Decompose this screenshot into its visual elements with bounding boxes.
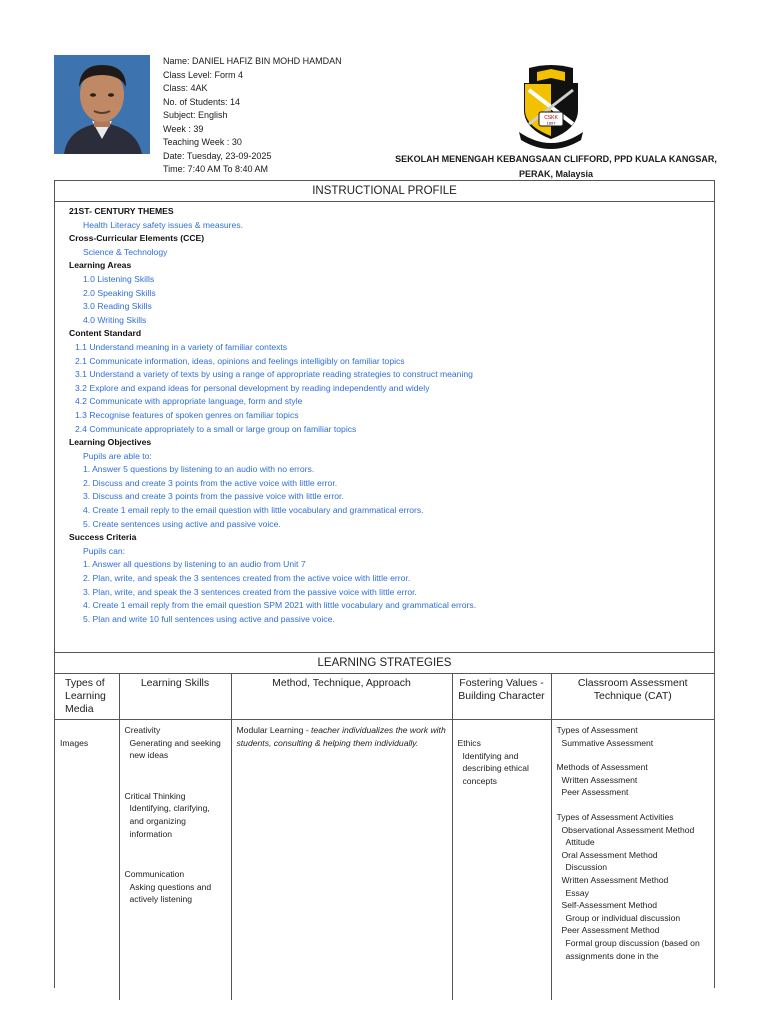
instructional-profile-title: INSTRUCTIONAL PROFILE: [55, 181, 714, 202]
svg-text:CSKK: CSKK: [544, 115, 558, 121]
subject: Subject: English: [163, 110, 228, 120]
objective-item: 5. Create sentences using active and passive voice.: [83, 518, 281, 529]
profile-body: [55, 202, 714, 626]
content-standard-item: 2.1 Communicate information, ideas, opinions and feelings intelligibly on familiar topics: [75, 355, 405, 366]
class-level: Class Level: Form 4: [163, 69, 244, 80]
cat-activity: Peer Assessment Method: [561, 925, 660, 936]
method-name: Modular Learning: [236, 725, 304, 735]
content-standard-item: 3.1 Understand a variety of texts by using a range of appropriate reading strategies to construct meaning: [75, 369, 473, 380]
objectives-intro: Pupils are able to:: [83, 450, 152, 461]
objective-item: 4. Create 1 email reply to the email question with little vocabulary and grammatical errors.: [83, 505, 424, 516]
learning-areas-heading: Learning Areas: [69, 260, 132, 271]
value-desc: Identifying and describing ethical concepts: [462, 750, 529, 786]
learning-area-item: 1.0 Listening Skills: [83, 273, 155, 284]
school-name-line1: SEKOLAH MENENGAH KEBANGSAAN CLIFFORD, PPD KUALA KANGSAR,: [395, 154, 717, 164]
cat-activity: Self-Assessment Method: [561, 900, 658, 911]
table-header-row: [55, 674, 714, 720]
school-crest-logo: [515, 62, 587, 150]
objective-item: 2. Discuss and create 3 points from the active voice with little error.: [83, 477, 338, 488]
criteria-item: 1. Answer all questions by listening to an audio from Unit 7: [83, 559, 306, 570]
content-standard-item: 2.4 Communicate appropriately to a small or large group on familiar topics: [75, 423, 357, 434]
cat-activity: Written Assessment Method: [561, 874, 669, 885]
cat-activity-sub: Attitude: [565, 837, 595, 848]
cat-method-item: Peer Assessment: [561, 787, 629, 798]
cat-activities-heading: Types of Assessment Activities: [556, 811, 674, 822]
skill-name: Communication: [124, 869, 185, 880]
themes-heading: 21ST- CENTURY THEMES: [69, 206, 174, 216]
media-value: Images: [60, 738, 89, 748]
cat-types-item: Summative Assessment: [561, 737, 654, 748]
objective-item: 1. Answer 5 questions by listening to an audio with no errors.: [83, 464, 315, 475]
class-name: Class: 4AK: [163, 83, 208, 93]
values-cell: [452, 720, 551, 1000]
content-standard-item: 1.1 Understand meaning in a variety of familiar contexts: [75, 341, 288, 352]
lesson-date: Date: Tuesday, 23-09-2025: [163, 150, 272, 161]
theme-item: Health Literacy safety issues & measures.: [83, 219, 244, 230]
learning-strategies-table: [55, 674, 714, 1000]
cce-heading: Cross-Curricular Elements (CCE): [69, 233, 205, 244]
cat-activity-sub: Formal group discussion (based on assignments done in the: [565, 937, 700, 961]
method-cell: [231, 720, 452, 1000]
criteria-item: 2. Plan, write, and speak the 3 sentences created from the active voice with little error.: [83, 573, 411, 584]
school-name-line2: PERAK, Malaysia: [518, 169, 594, 179]
method-desc: - teacher individualizes the work with students, consulting & helping them individually.: [236, 725, 446, 748]
cat-methods-heading: Methods of Assessment: [556, 762, 648, 773]
teacher-photo: [54, 55, 150, 154]
skill-name: Critical Thinking: [124, 790, 186, 801]
content-standard-item: 4.2 Communicate with appropriate language, form and style: [75, 396, 303, 407]
cat-method-item: Written Assessment: [561, 774, 638, 785]
teacher-name: Name: DANIEL HAFIZ BIN MOHD HAMDAN: [163, 56, 342, 66]
header-learning-media: Types of Learning Media: [55, 674, 119, 720]
objective-item: 3. Discuss and create 3 points from the passive voice with little error.: [83, 491, 344, 502]
cce-item: Science & Technology: [83, 246, 168, 257]
lesson-time: Time: 7:40 AM To 8:40 AM: [163, 164, 269, 174]
learning-objectives-heading: Learning Objectives: [69, 437, 152, 448]
skill-desc: Identifying, clarifying, and organizing information: [129, 803, 210, 839]
content-standard-item: 3.2 Explore and expand ideas for personal development by reading independently and widely: [75, 382, 430, 393]
skill-name: Creativity: [124, 725, 161, 735]
content-standard-heading: Content Standard: [69, 328, 142, 339]
header-learning-skills: Learning Skills: [119, 674, 231, 720]
teacher-info: [163, 55, 342, 177]
learning-strategies-section: [54, 652, 715, 988]
student-count: No. of Students: 14: [163, 96, 241, 107]
success-criteria-heading: Success Criteria: [69, 532, 137, 543]
teaching-week: Teaching Week : 30: [163, 137, 242, 147]
criteria-item: 5. Plan and write 10 full sentences using active and passive voice.: [83, 613, 335, 624]
criteria-item: 4. Create 1 email reply from the email question SPM 2021 with little vocabulary and grammatical errors.: [83, 600, 477, 611]
criteria-item: 3. Plan, write, and speak the 3 sentences created from the passive voice with little error.: [83, 586, 417, 597]
table-row: [55, 720, 714, 1000]
skill-desc: Generating and seeking new ideas: [129, 737, 221, 761]
cat-types-heading: Types of Assessment: [556, 725, 638, 735]
cat-cell: [551, 720, 714, 1000]
value-name: Ethics: [457, 738, 481, 748]
week: Week : 39: [163, 123, 204, 134]
learning-area-item: 2.0 Speaking Skills: [83, 287, 156, 298]
criteria-intro: Pupils can:: [83, 545, 126, 556]
learning-area-item: 3.0 Reading Skills: [83, 301, 152, 312]
media-cell: [55, 720, 119, 1000]
content-standard-item: 1.3 Recognise features of spoken genres on familiar topics: [75, 409, 299, 420]
header-cat: Classroom Assessment Technique (CAT): [551, 674, 714, 720]
cat-activity: Observational Assessment Method: [561, 824, 695, 835]
header-method: Method, Technique, Approach: [231, 674, 452, 720]
svg-text:1897: 1897: [546, 120, 556, 126]
cat-activity-sub: Essay: [565, 887, 589, 898]
learning-area-item: 4.0 Writing Skills: [83, 314, 147, 325]
skills-cell: [119, 720, 231, 1000]
header-fostering-values: Fostering Values - Building Character: [452, 674, 551, 720]
learning-strategies-title: LEARNING STRATEGIES: [55, 653, 714, 674]
cat-activity-sub: Group or individual discussion: [565, 912, 681, 923]
school-name: [392, 152, 720, 182]
instructional-profile-section: [54, 180, 715, 653]
cat-activity-sub: Discussion: [565, 862, 608, 873]
cat-activity: Oral Assessment Method: [561, 849, 658, 860]
skill-desc: Asking questions and actively listening: [129, 881, 212, 905]
